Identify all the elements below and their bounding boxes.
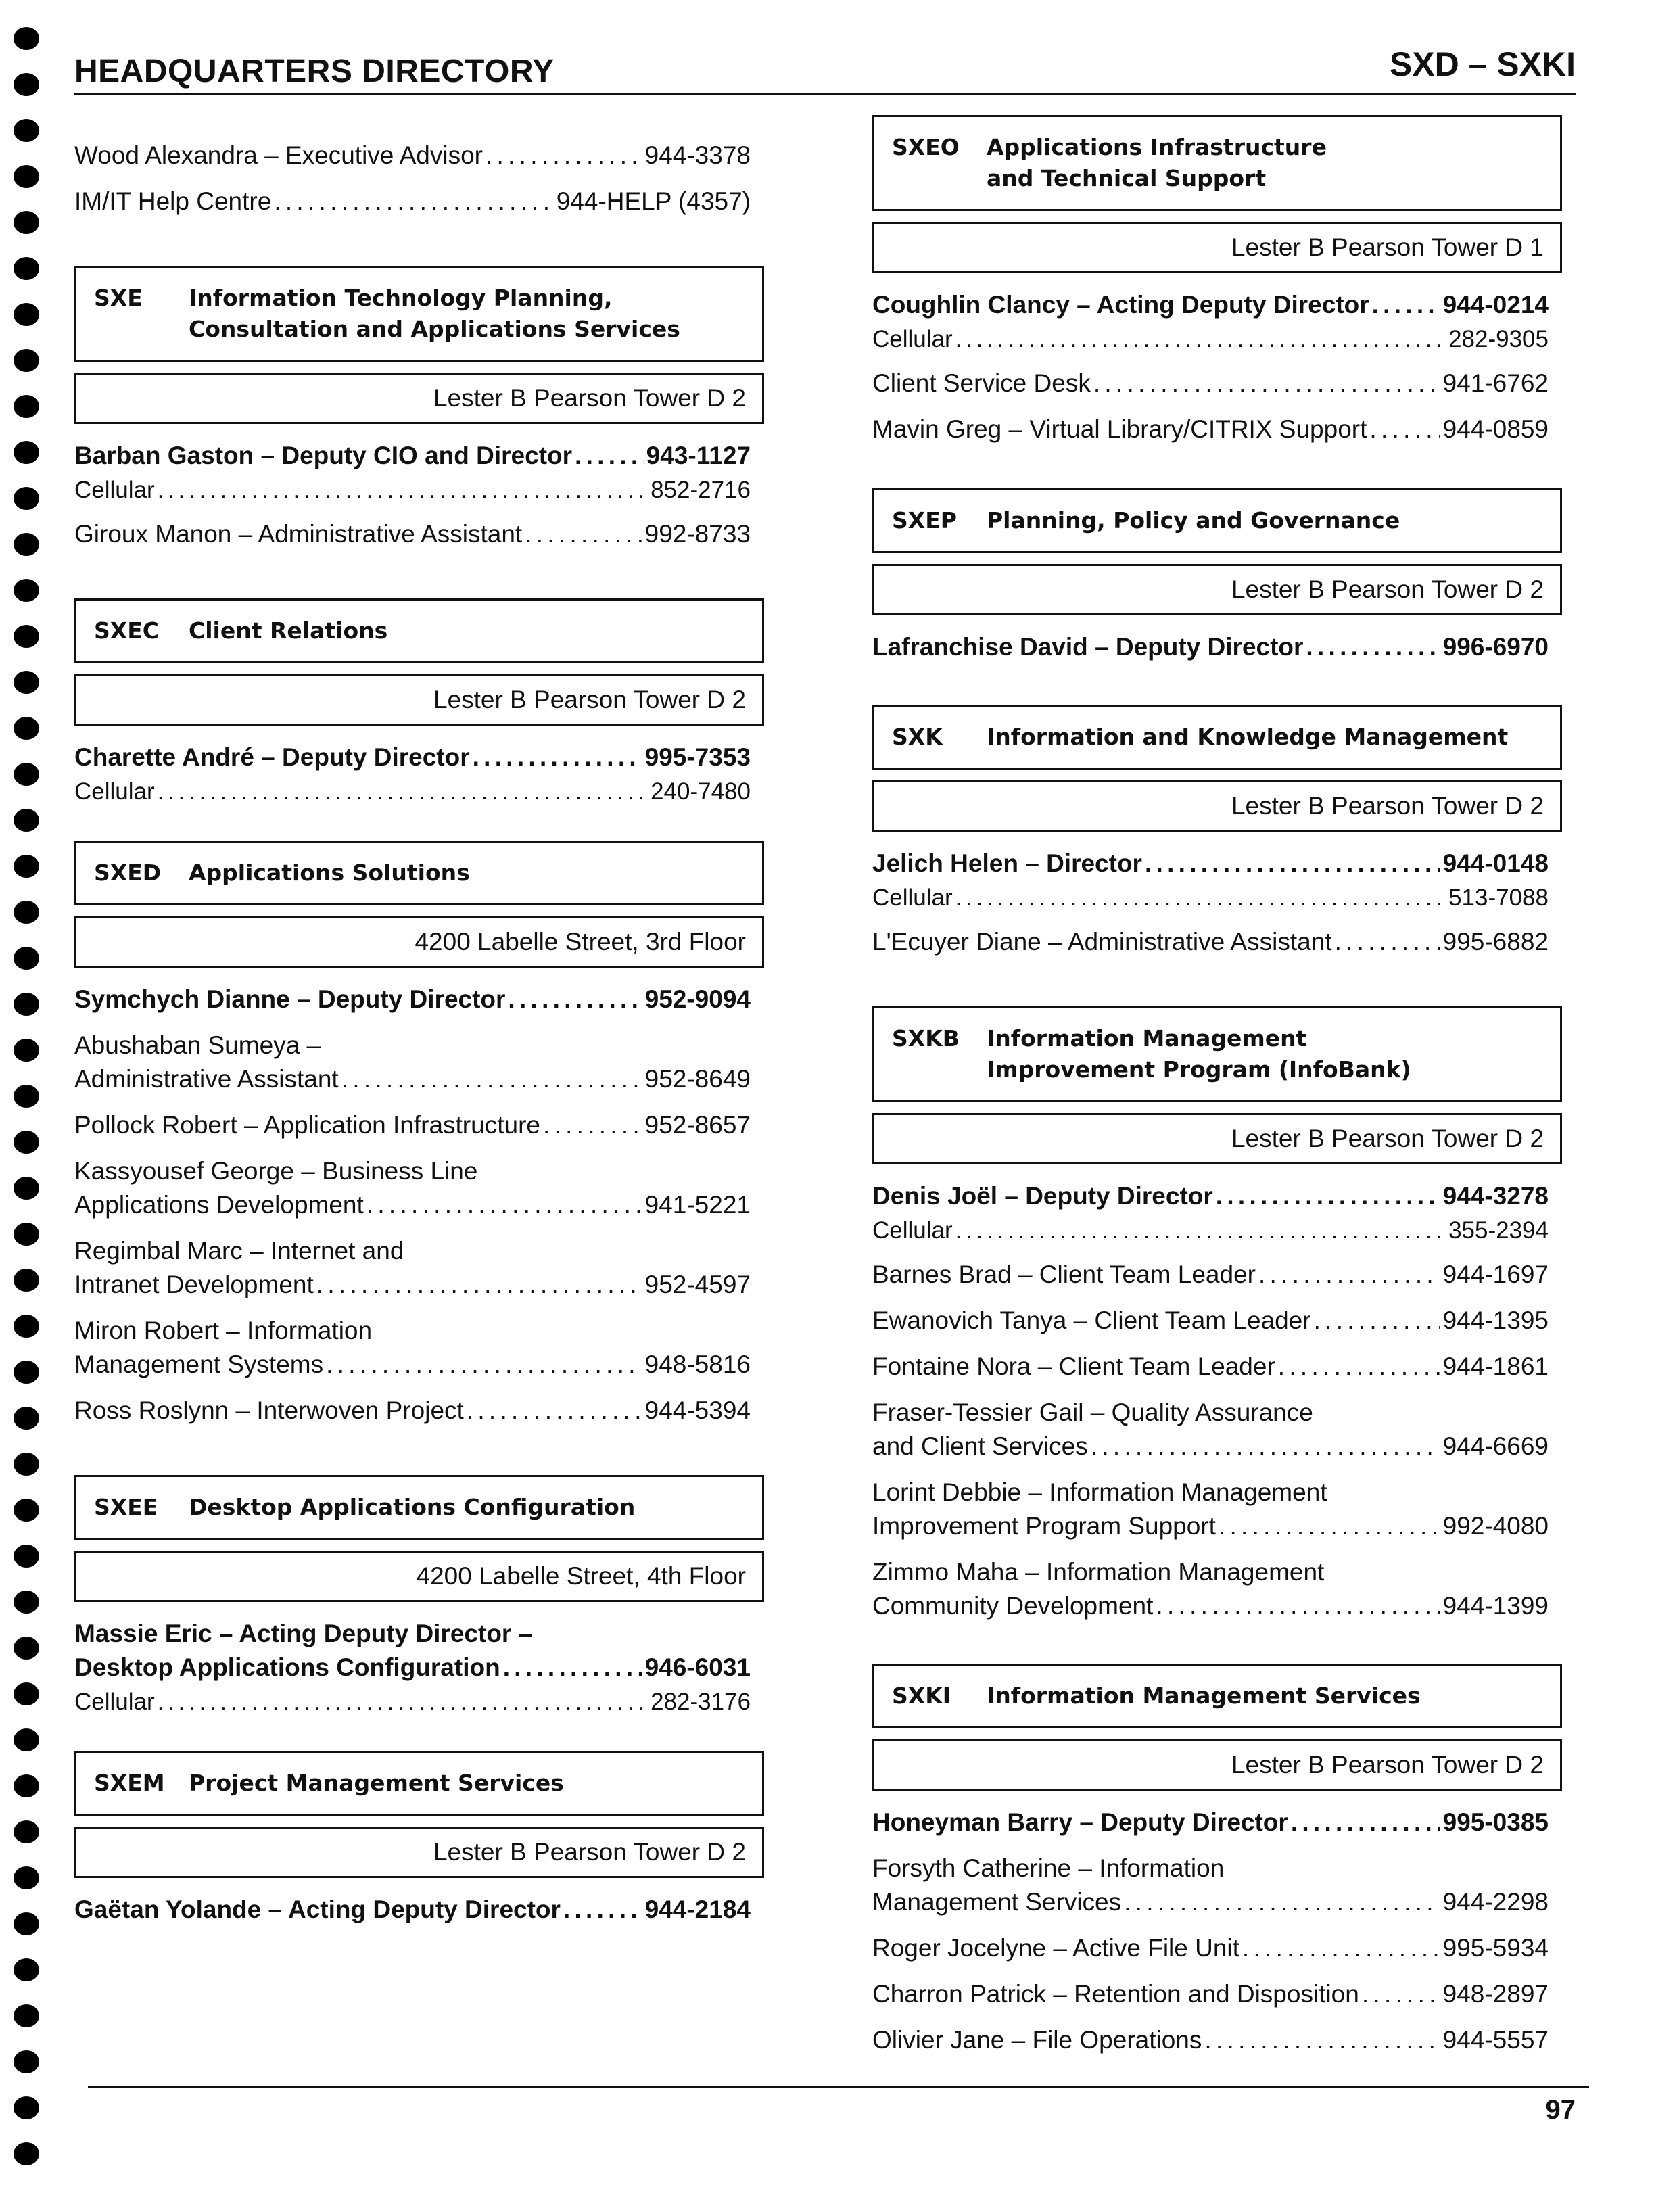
directory-entry: Regimbal Marc – Internet and Intranet Development . . . 952-4597 <box>74 1234 751 1302</box>
section-header <box>74 598 764 663</box>
binding-hole <box>14 1453 39 1476</box>
section-sxed <box>74 841 784 1428</box>
section-title: Applications Solutions <box>189 860 470 886</box>
directory-entry: Fontaine Nora – Client Team Leader . . . 944-1861 <box>872 1350 1549 1384</box>
section-code: SXEO <box>892 134 960 160</box>
binding-hole <box>14 1545 39 1568</box>
section-code: SXEM <box>94 1770 165 1796</box>
section-code: SXK <box>892 724 943 750</box>
section-header <box>872 705 1562 770</box>
section-location: 4200 Labelle Street, 4th Floor <box>74 1551 764 1602</box>
binding-hole <box>14 165 39 188</box>
binding-hole <box>14 947 39 970</box>
directory-entry: Client Service Desk . . . 941-6762 <box>872 367 1549 400</box>
directory-entry: Lorint Debbie – Information Management Improvement Program Support . . . 992-4080 <box>872 1476 1549 1543</box>
right-column <box>872 115 1582 2069</box>
binding-hole <box>14 1315 39 1338</box>
section-title: Project Management Services <box>189 1770 564 1796</box>
header-rule <box>74 93 1576 95</box>
section-sxki <box>872 1664 1582 2057</box>
directory-entry: Olivier Jane – File Operations . . . 944-5557 <box>872 2023 1549 2057</box>
section-code: SXEP <box>892 507 957 534</box>
section-location: Lester B Pearson Tower D 2 <box>872 1739 1562 1791</box>
binding-hole <box>14 1223 39 1246</box>
directory-entry: Charron Patrick – Retention and Disposition . . . 948-2897 <box>872 1977 1549 2011</box>
directory-entry: Cellular . . . 240-7480 <box>74 777 751 807</box>
section-location: Lester B Pearson Tower D 2 <box>74 373 764 424</box>
directory-entry: Charette André – Deputy Director . . . 995-7353 <box>74 740 751 774</box>
binding-hole <box>14 579 39 602</box>
section-location: 4200 Labelle Street, 3rd Floor <box>74 916 764 968</box>
section-header <box>74 266 764 362</box>
binding-hole <box>14 119 39 142</box>
binding-hole <box>14 257 39 280</box>
binding-hole <box>14 993 39 1016</box>
directory-entry: Zimmo Maha – Information Management Community Development . . . 944-1399 <box>872 1555 1549 1623</box>
section-location: Lester B Pearson Tower D 2 <box>872 1113 1562 1164</box>
directory-entry: Gaëtan Yolande – Acting Deputy Director . . . 944-2184 <box>74 1893 751 1927</box>
directory-entry: Forsyth Catherine – Information Management Services . . . 944-2298 <box>872 1852 1549 1919</box>
binding-hole <box>14 855 39 878</box>
binding-hole <box>14 1499 39 1522</box>
binding-hole <box>14 1085 39 1108</box>
directory-entry: IM/IT Help Centre . . . 944-HELP (4357) <box>74 185 751 218</box>
binding-hole <box>14 395 39 418</box>
binding-hole <box>14 487 39 510</box>
section-code: SXEC <box>94 617 159 644</box>
binding-hole <box>14 1637 39 1660</box>
directory-entry: Ross Roslynn – Interwoven Project . . . 944-5394 <box>74 1394 751 1428</box>
section-sxeo <box>872 115 1582 446</box>
section-code: SXE <box>94 285 143 311</box>
binding-hole <box>14 809 39 832</box>
directory-entry: Abushaban Sumeya – Administrative Assistant . . . 952-8649 <box>74 1029 751 1096</box>
binding-hole <box>14 73 39 96</box>
binding-hole <box>14 1131 39 1154</box>
section-title: Information Technology Planning, Consultation and Applications Services <box>189 285 680 342</box>
directory-entry: Symchych Dianne – Deputy Director . . . 952-9094 <box>74 983 751 1016</box>
section-location: Lester B Pearson Tower D 2 <box>872 564 1562 615</box>
binding-hole <box>14 1820 39 1843</box>
directory-entry: Fraser-Tessier Gail – Quality Assurance and Client Services . . . 944-6669 <box>872 1396 1549 1463</box>
binding-hole <box>14 671 39 694</box>
binding-hole <box>14 2096 39 2119</box>
section-title: Desktop Applications Configuration <box>189 1494 636 1520</box>
binding-hole <box>14 1728 39 1751</box>
binding-hole <box>14 303 39 326</box>
directory-entry: Roger Jocelyne – Active File Unit . . . 995-5934 <box>872 1931 1549 1965</box>
directory-entry: Cellular . . . 852-2716 <box>74 475 751 505</box>
section-sxk <box>872 705 1582 959</box>
directory-entry: Cellular . . . 513-7088 <box>872 883 1549 913</box>
binding-hole <box>14 533 39 556</box>
section-location: Lester B Pearson Tower D 2 <box>74 1827 764 1878</box>
binding-hole <box>14 1407 39 1430</box>
section-title: Planning, Policy and Governance <box>987 507 1400 534</box>
directory-entry: Jelich Helen – Director . . . 944-0148 <box>872 847 1549 880</box>
section-header <box>872 1664 1562 1728</box>
section-header <box>872 115 1562 211</box>
page-range: SXD – SXKI <box>1389 45 1576 83</box>
binding-hole <box>14 1912 39 1935</box>
binding-hole <box>14 27 39 50</box>
directory-entry: Honeyman Barry – Deputy Director . . . 995-0385 <box>872 1806 1549 1839</box>
binding-hole <box>14 2004 39 2027</box>
directory-entry: Coughlin Clancy – Acting Deputy Director . . . 944-0214 <box>872 288 1549 322</box>
spiral-binding <box>0 0 54 2212</box>
directory-entry: Massie Eric – Acting Deputy Director – Desktop Applications Configuration . . . 946-6031 <box>74 1617 751 1685</box>
binding-hole <box>14 1269 39 1292</box>
section-title: Information Management Services <box>987 1682 1421 1709</box>
section-sxep <box>872 488 1582 664</box>
section-sxem <box>74 1751 784 1927</box>
binding-hole <box>14 901 39 924</box>
section-header <box>872 1006 1562 1102</box>
directory-entry: Giroux Manon – Administrative Assistant . . . 992-8733 <box>74 517 751 551</box>
directory-entry: Wood Alexandra – Executive Advisor . . . 944-3378 <box>74 139 751 172</box>
directory-entry: Denis Joël – Deputy Director . . . 944-3278 <box>872 1179 1549 1213</box>
binding-hole <box>14 625 39 648</box>
section-sxee <box>74 1475 784 1717</box>
binding-hole <box>14 717 39 740</box>
binding-hole <box>14 763 39 786</box>
section-header <box>74 1475 764 1540</box>
binding-hole <box>14 1682 39 1705</box>
page-number: 97 <box>1545 2095 1576 2125</box>
binding-hole <box>14 441 39 464</box>
directory-entry: Lafranchise David – Deputy Director . . . 996-6970 <box>872 630 1549 664</box>
binding-hole <box>14 1361 39 1384</box>
directory-entry: Barnes Brad – Client Team Leader . . . 944-1697 <box>872 1258 1549 1292</box>
section-sxe <box>74 266 784 551</box>
section-title: Information and Knowledge Management <box>987 724 1509 750</box>
section-header <box>872 488 1562 553</box>
binding-hole <box>14 1774 39 1797</box>
directory-entry: Mavin Greg – Virtual Library/CITRIX Support . . . 944-0859 <box>872 413 1549 446</box>
section-title: Applications Infrastructure and Technical Support <box>987 134 1327 191</box>
directory-entry: L'Ecuyer Diane – Administrative Assistant . . . 995-6882 <box>872 925 1549 959</box>
directory-entry: Barban Gaston – Deputy CIO and Director . . . 943-1127 <box>74 439 751 473</box>
directory-entry: Kassyousef George – Business Line Applications Development . . . 941-5221 <box>74 1154 751 1222</box>
binding-hole <box>14 1591 39 1614</box>
directory-entry: Cellular . . . 282-3176 <box>74 1687 751 1717</box>
section-location: Lester B Pearson Tower D 2 <box>74 674 764 726</box>
directory-entry: Cellular . . . 282-9305 <box>872 325 1549 354</box>
section-code: SXED <box>94 860 162 886</box>
section-header <box>74 841 764 905</box>
section-sxec <box>74 598 784 807</box>
binding-hole <box>14 349 39 372</box>
section-code: SXKB <box>892 1025 960 1052</box>
footer-rule <box>88 2086 1589 2088</box>
directory-entry: Miron Robert – Information Management Systems . . . 948-5816 <box>74 1314 751 1382</box>
section-location: Lester B Pearson Tower D 2 <box>872 780 1562 832</box>
section-code: SXEE <box>94 1494 158 1520</box>
section-location: Lester B Pearson Tower D 1 <box>872 222 1562 273</box>
section-title: Information Management Improvement Program (InfoBank) <box>987 1025 1411 1083</box>
binding-hole <box>14 1039 39 1062</box>
section-sxkb <box>872 1006 1582 1623</box>
binding-hole <box>14 2142 39 2165</box>
section-header <box>74 1751 764 1816</box>
binding-hole <box>14 1177 39 1200</box>
directory-entry: Ewanovich Tanya – Client Team Leader . . . 944-1395 <box>872 1304 1549 1338</box>
directory-entry: Cellular . . . 355-2394 <box>872 1216 1549 1246</box>
binding-hole <box>14 1958 39 1981</box>
binding-hole <box>14 1866 39 1889</box>
binding-hole <box>14 2050 39 2073</box>
binding-hole <box>14 211 39 234</box>
section-code: SXKI <box>892 1682 951 1709</box>
page-title: HEADQUARTERS DIRECTORY <box>74 53 554 89</box>
section-title: Client Relations <box>189 617 388 644</box>
left-column <box>74 139 784 1939</box>
directory-entry: Pollock Robert – Application Infrastructure . . . 952-8657 <box>74 1108 751 1142</box>
